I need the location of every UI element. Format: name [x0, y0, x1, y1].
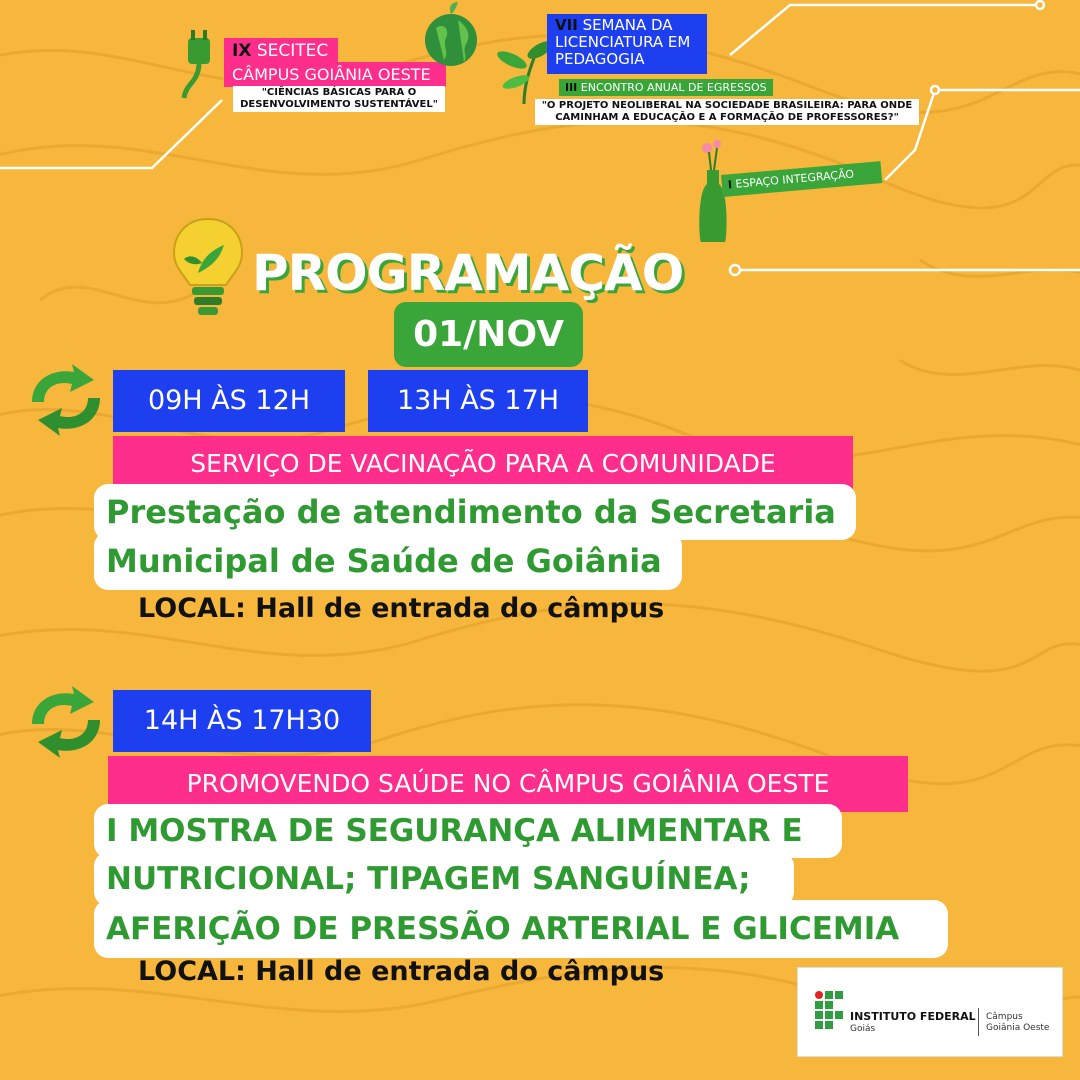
recycle-icon	[22, 362, 110, 438]
event2-category: PROMOVENDO SAÚDE NO CÂMPUS GOIÂNIA OESTE	[108, 756, 908, 812]
date-badge: 01/NOV	[394, 302, 583, 367]
if-logo	[797, 967, 1063, 1057]
event1-category: SERVIÇO DE VACINAÇÃO PARA A COMUNIDADE	[113, 436, 853, 492]
plug-icon	[178, 28, 228, 100]
if-logo-name: INSTITUTO FEDERAL	[850, 1010, 976, 1023]
secitec-title: IX SECITEC	[224, 38, 338, 63]
secitec-campus: CÂMPUS GOIÂNIA OESTE	[224, 62, 446, 87]
event2-desc-line3: AFERIÇÃO DE PRESSÃO ARTERIAL E GLICEMIA	[94, 900, 948, 958]
if-logo-divider	[978, 1008, 979, 1036]
if-logo-state: Goiás	[850, 1024, 876, 1034]
espaco-integracao-label: I ESPAÇO INTEGRAÇÃO	[721, 161, 882, 197]
recycle-icon	[22, 684, 110, 760]
event1-time2-badge: 13H ÀS 17H	[368, 370, 588, 432]
encontro-label: III ENCONTRO ANUAL DE EGRESSOS	[559, 79, 773, 96]
event1-local: LOCAL: Hall de entrada do câmpus	[138, 593, 665, 624]
event2-desc-line1: I MOSTRA DE SEGURANÇA ALIMENTAR E	[94, 804, 842, 858]
secitec-theme: "CIÊNCIAS BÁSICAS PARA O DESENVOLVIMENTO SUSTENTÁVEL"	[233, 86, 445, 112]
globe-icon	[420, 0, 482, 72]
semana-theme: "O PROJETO NEOLIBERAL NA SOCIEDADE BRASILEIRA: PARA ONDE CAMINHAM A EDUCAÇÃO E A FORMAÇÃO DE PROFESSORES?"	[535, 99, 919, 125]
page-title: PROGRAMAÇÃO	[252, 244, 684, 302]
event1-desc-line1: Prestação de atendimento da Secretaria	[94, 484, 856, 540]
if-logo-campus: Câmpus Goiânia Oeste	[986, 1012, 1050, 1033]
event2-local: LOCAL: Hall de entrada do câmpus	[138, 956, 665, 987]
event1-time1-badge: 09H ÀS 12H	[113, 370, 345, 432]
event1-desc-line2: Municipal de Saúde de Goiânia	[94, 532, 682, 590]
semana-title: VII SEMANA DA LICENCIATURA EM PEDAGOGIA	[547, 14, 707, 74]
if-logo-icon	[815, 991, 843, 1031]
event2-desc-line2: NUTRICIONAL; TIPAGEM SANGUÍNEA;	[94, 852, 794, 906]
lightbulb-icon	[168, 215, 248, 317]
event2-time1-badge: 14H ÀS 17H30	[113, 690, 371, 752]
